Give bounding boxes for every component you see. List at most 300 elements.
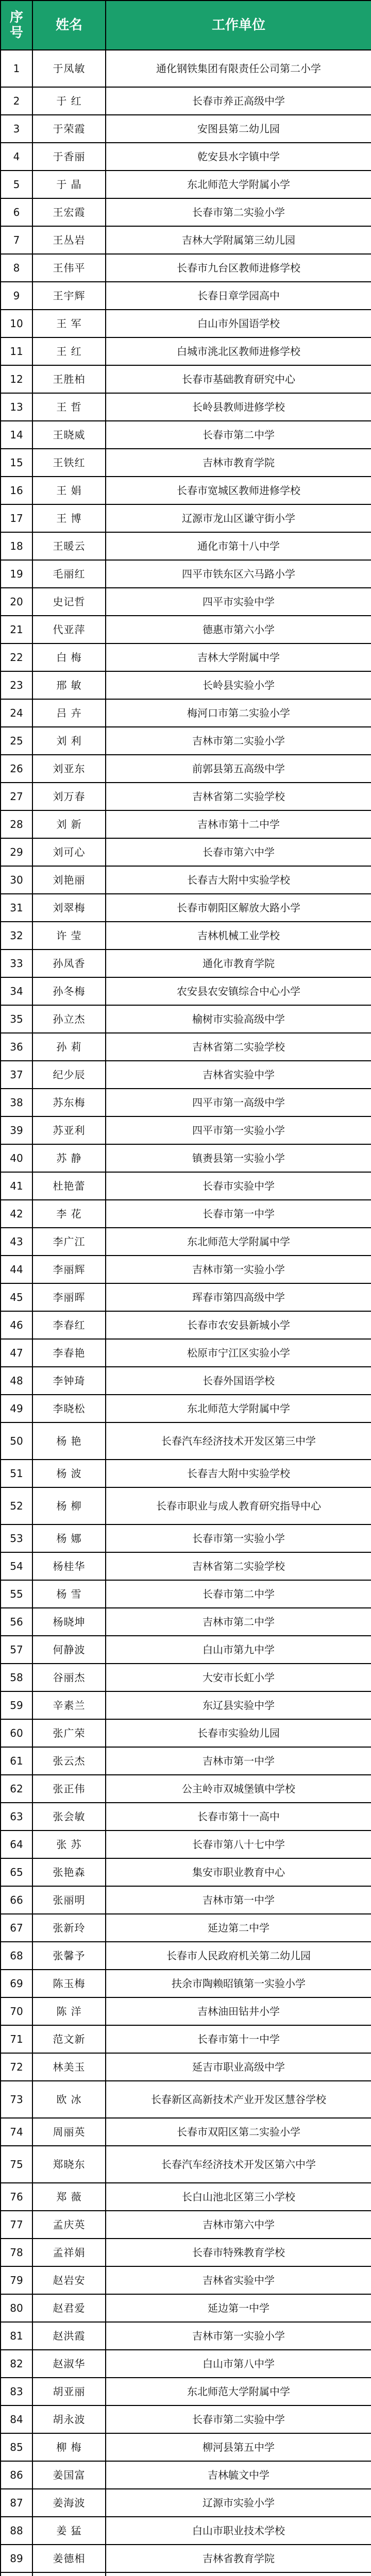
work-unit-cell: 白山市外国语学校 <box>106 310 371 337</box>
work-unit-cell: 辽源市实验小学 <box>106 2489 371 2517</box>
name-cell: 赵君爱 <box>32 2294 106 2322</box>
table-row <box>1 1200 371 1228</box>
serial-number-cell: 25 <box>1 727 32 755</box>
work-unit-cell: 珲春市第四高级中学 <box>106 1283 371 1311</box>
serial-number-cell: 17 <box>1 504 32 532</box>
name-cell: 刘亚东 <box>32 755 106 783</box>
work-unit-cell <box>106 2572 371 2576</box>
name-cell: 刘 利 <box>32 727 106 755</box>
table-row <box>1 1636 371 1664</box>
table-row <box>1 1942 371 1970</box>
name-cell: 姜海波 <box>32 2489 106 2517</box>
work-unit-cell: 吉林市第一中学 <box>106 1886 371 1914</box>
work-unit-cell: 吉林机械工业学校 <box>106 922 371 950</box>
work-unit-cell: 通化市第十八中学 <box>106 532 371 560</box>
serial-number-cell: 63 <box>1 1803 32 1831</box>
serial-number-cell: 26 <box>1 755 32 783</box>
serial-number-cell: 67 <box>1 1914 32 1942</box>
table-row <box>1 1228 371 1256</box>
work-unit-cell: 通化市教育学院 <box>106 950 371 977</box>
serial-number-cell: 66 <box>1 1886 32 1914</box>
table-row <box>1 1747 371 1775</box>
name-cell: 孟庆英 <box>32 2211 106 2239</box>
work-unit-cell: 吉林大学附属第三幼儿园 <box>106 226 371 254</box>
name-cell: 张会敏 <box>32 1803 106 1831</box>
table-row <box>1 1395 371 1422</box>
name-cell: 于荣霞 <box>32 115 106 143</box>
name-cell: 欧 冰 <box>32 2081 106 2118</box>
work-unit-cell: 农安县农安镇综合中心小学 <box>106 977 371 1005</box>
work-unit-cell: 四平市铁东区六马路小学 <box>106 560 371 588</box>
name-cell: 姜国富 <box>32 2461 106 2489</box>
table-row <box>1 977 371 1005</box>
name-cell: 杨 柳 <box>32 1487 106 1524</box>
work-unit-cell: 长春外国语学校 <box>106 1367 371 1395</box>
serial-number-cell: 2 <box>1 87 32 115</box>
serial-number-cell: 85 <box>1 2433 32 2461</box>
table-row <box>1 226 371 254</box>
serial-number-cell: 3 <box>1 115 32 143</box>
table-row <box>1 1886 371 1914</box>
table-row <box>1 1803 371 1831</box>
work-unit-cell: 长春市实验幼儿园 <box>106 1719 371 1747</box>
table-row <box>1 2025 371 2053</box>
work-unit-cell: 长春市养正高级中学 <box>106 87 371 115</box>
work-unit-cell: 长春市基础教育研究中心 <box>106 365 371 393</box>
serial-number-cell: 57 <box>1 1636 32 1664</box>
work-unit-cell: 通化钢铁集团有限责任公司第二小学 <box>106 50 371 87</box>
serial-number-cell: 43 <box>1 1228 32 1256</box>
serial-number-cell <box>1 2572 32 2576</box>
name-cell: 李 花 <box>32 1200 106 1228</box>
name-cell: 王 博 <box>32 504 106 532</box>
serial-number-cell: 4 <box>1 143 32 171</box>
serial-number-cell: 61 <box>1 1747 32 1775</box>
work-unit-cell: 吉林市教育学院 <box>106 449 371 477</box>
serial-number-cell: 75 <box>1 2146 32 2183</box>
name-cell: 何静波 <box>32 1636 106 1664</box>
work-unit-cell: 长春汽车经济技术开发区第三中学 <box>106 1422 371 1460</box>
name-cell: 王胜柏 <box>32 365 106 393</box>
serial-number-cell: 48 <box>1 1367 32 1395</box>
work-unit-cell: 柳河县第五中学 <box>106 2433 371 2461</box>
table-row <box>1 310 371 337</box>
serial-number-cell: 44 <box>1 1256 32 1283</box>
name-cell: 代亚萍 <box>32 616 106 643</box>
table-row <box>1 2461 371 2489</box>
table-row <box>1 2489 371 2517</box>
table-row <box>1 1311 371 1339</box>
table-row <box>1 115 371 143</box>
name-cell: 王宇辉 <box>32 282 106 310</box>
name-cell: 于香丽 <box>32 143 106 171</box>
serial-number-cell: 6 <box>1 198 32 226</box>
work-unit-cell: 松原市宁江区实验小学 <box>106 1339 371 1367</box>
table-row <box>1 699 371 727</box>
serial-number-cell: 21 <box>1 616 32 643</box>
table-row <box>1 393 371 421</box>
table-row <box>1 87 371 115</box>
table-row <box>1 1460 371 1487</box>
work-unit-cell: 长春日章学园高中 <box>106 282 371 310</box>
work-unit-cell: 吉林省实验中学 <box>106 1061 371 1089</box>
work-unit-cell: 四平市第一实验小学 <box>106 1116 371 1144</box>
table-row <box>1 50 371 87</box>
serial-number-cell: 31 <box>1 894 32 922</box>
table-row <box>1 1089 371 1116</box>
serial-number-cell: 65 <box>1 1858 32 1886</box>
table-row <box>1 2211 371 2239</box>
name-cell: 赵洪霞 <box>32 2322 106 2350</box>
work-unit-cell: 长春吉大附中实验学校 <box>106 866 371 894</box>
name-cell: 苏亚利 <box>32 1116 106 1144</box>
name-cell: 孙立杰 <box>32 1005 106 1033</box>
serial-number-cell: 88 <box>1 2517 32 2545</box>
work-unit-cell: 吉林省第二实验学校 <box>106 1033 371 1061</box>
name-cell: 姜德相 <box>32 2545 106 2572</box>
work-unit-cell: 长岭县教师进修学校 <box>106 393 371 421</box>
serial-number-cell: 71 <box>1 2025 32 2053</box>
work-unit-cell: 扶余市陶赖昭镇第一实验小学 <box>106 1970 371 1997</box>
name-cell: 杨 雪 <box>32 1580 106 1608</box>
serial-number-cell: 79 <box>1 2266 32 2294</box>
name-cell: 张艳森 <box>32 1858 106 1886</box>
name-cell: 杜艳蕾 <box>32 1172 106 1200</box>
table-row <box>1 838 371 866</box>
table-row <box>1 2378 371 2405</box>
name-cell: 林美玉 <box>32 2053 106 2081</box>
work-unit-cell: 吉林省第二实验学校 <box>106 1552 371 1580</box>
serial-number-cell: 42 <box>1 1200 32 1228</box>
table-row <box>1 337 371 365</box>
serial-number-cell: 22 <box>1 643 32 671</box>
table-row <box>1 1283 371 1311</box>
name-cell: 于 晶 <box>32 171 106 198</box>
table-row <box>1 198 371 226</box>
serial-number-cell: 68 <box>1 1942 32 1970</box>
table-row <box>1 1487 371 1524</box>
work-unit-cell: 长春市第一实验小学 <box>106 1524 371 1552</box>
work-unit-cell: 四平市第一高级中学 <box>106 1089 371 1116</box>
table-row <box>1 2572 371 2576</box>
serial-number-cell: 13 <box>1 393 32 421</box>
work-unit-cell: 白山市职业技术学校 <box>106 2517 371 2545</box>
serial-number-cell: 56 <box>1 1608 32 1636</box>
name-cell: 胡永波 <box>32 2405 106 2433</box>
table-row <box>1 783 371 810</box>
name-cell: 苏东梅 <box>32 1089 106 1116</box>
work-unit-cell: 长春市宽城区教师进修学校 <box>106 477 371 504</box>
serial-number-cell: 30 <box>1 866 32 894</box>
work-unit-cell: 吉林市第二中学 <box>106 1608 371 1636</box>
name-cell: 王铁红 <box>32 449 106 477</box>
table-row <box>1 1339 371 1367</box>
name-cell: 李广江 <box>32 1228 106 1256</box>
name-cell: 于凤敏 <box>32 50 106 87</box>
name-cell: 孙凤香 <box>32 950 106 977</box>
work-unit-cell: 白山市第九中学 <box>106 1636 371 1664</box>
name-cell: 王 哲 <box>32 393 106 421</box>
name-cell: 赵淑华 <box>32 2350 106 2378</box>
name-cell: 张广荣 <box>32 1719 106 1747</box>
work-unit-cell: 吉林市第二实验小学 <box>106 727 371 755</box>
work-unit-cell: 长春市第八十七中学 <box>106 1831 371 1858</box>
serial-number-cell: 47 <box>1 1339 32 1367</box>
serial-number-cell: 89 <box>1 2545 32 2572</box>
table-row <box>1 1608 371 1636</box>
work-unit-cell: 乾安县水字镇中学 <box>106 143 371 171</box>
table-row <box>1 1775 371 1803</box>
work-unit-cell: 德惠市第六小学 <box>106 616 371 643</box>
serial-number-cell: 81 <box>1 2322 32 2350</box>
serial-number-cell: 38 <box>1 1089 32 1116</box>
table-row <box>1 2322 371 2350</box>
table-row <box>1 1367 371 1395</box>
table-row <box>1 1524 371 1552</box>
table-row <box>1 1144 371 1172</box>
work-unit-cell: 东北师范大学附属中学 <box>106 1395 371 1422</box>
table-row <box>1 2294 371 2322</box>
work-unit-cell: 长春市第二中学 <box>106 421 371 449</box>
serial-number-cell: 1 <box>1 50 32 87</box>
work-unit-cell: 四平市实验中学 <box>106 588 371 616</box>
name-cell: 刘翠梅 <box>32 894 106 922</box>
name-cell: 郑 薇 <box>32 2183 106 2211</box>
serial-number-cell: 37 <box>1 1061 32 1089</box>
table-row <box>1 1172 371 1200</box>
name-cell: 张云杰 <box>32 1747 106 1775</box>
table-row <box>1 449 371 477</box>
serial-number-cell: 19 <box>1 560 32 588</box>
work-unit-cell: 东北师范大学附属中学 <box>106 2378 371 2405</box>
serial-number-cell: 24 <box>1 699 32 727</box>
work-unit-cell: 长春市特殊教育学校 <box>106 2239 371 2266</box>
work-unit-cell: 长白山池北区第三小学校 <box>106 2183 371 2211</box>
serial-number-cell: 36 <box>1 1033 32 1061</box>
header-serial-number: 序号 <box>1 1 32 50</box>
name-cell: 杨 波 <box>32 1460 106 1487</box>
name-cell: 王宏霞 <box>32 198 106 226</box>
serial-number-cell: 51 <box>1 1460 32 1487</box>
work-unit-cell: 集安市职业教育中心 <box>106 1858 371 1886</box>
work-unit-cell: 吉林市第一实验小学 <box>106 1256 371 1283</box>
table-row <box>1 2405 371 2433</box>
serial-number-cell: 11 <box>1 337 32 365</box>
work-unit-cell: 镇赉县第一实验小学 <box>106 1144 371 1172</box>
table-row <box>1 866 371 894</box>
work-unit-cell: 辽源市龙山区谦守街小学 <box>106 504 371 532</box>
work-unit-cell: 长春新区高新技术产业开发区慧谷学校 <box>106 2081 371 2118</box>
work-unit-cell: 东辽县实验中学 <box>106 1691 371 1719</box>
name-cell: 孙冬梅 <box>32 977 106 1005</box>
table-row <box>1 171 371 198</box>
table-row <box>1 1552 371 1580</box>
work-unit-cell: 吉林市第六中学 <box>106 2211 371 2239</box>
serial-number-cell: 12 <box>1 365 32 393</box>
name-cell: 王晓威 <box>32 421 106 449</box>
work-unit-cell: 梅河口市第二实验小学 <box>106 699 371 727</box>
work-unit-cell: 长春市第十一高中 <box>106 1803 371 1831</box>
serial-number-cell: 20 <box>1 588 32 616</box>
table-row <box>1 504 371 532</box>
work-unit-cell: 长春汽车经济技术开发区第六中学 <box>106 2146 371 2183</box>
name-cell: 纪少辰 <box>32 1061 106 1089</box>
work-unit-cell: 吉林油田钻井小学 <box>106 1997 371 2025</box>
serial-number-cell: 86 <box>1 2461 32 2489</box>
table-row <box>1 755 371 783</box>
serial-number-cell: 49 <box>1 1395 32 1422</box>
serial-number-cell: 82 <box>1 2350 32 2378</box>
table-row <box>1 2146 371 2183</box>
table-row <box>1 2081 371 2118</box>
header-work-unit: 工作单位 <box>106 1 371 50</box>
table-row <box>1 2053 371 2081</box>
name-cell: 杨桂华 <box>32 1552 106 1580</box>
table-row <box>1 1831 371 1858</box>
table-row <box>1 1664 371 1691</box>
table-row <box>1 2545 371 2572</box>
name-cell: 李丽辉 <box>32 1256 106 1283</box>
table-row <box>1 1580 371 1608</box>
work-unit-cell: 吉林省教育学院 <box>106 2545 371 2572</box>
name-cell: 周丽英 <box>32 2118 106 2146</box>
serial-number-cell: 14 <box>1 421 32 449</box>
name-cell: 王 红 <box>32 337 106 365</box>
serial-number-cell: 28 <box>1 810 32 838</box>
serial-number-cell: 84 <box>1 2405 32 2433</box>
table-row <box>1 2118 371 2146</box>
name-cell: 刘万春 <box>32 783 106 810</box>
work-unit-cell: 吉林省实验中学 <box>106 2266 371 2294</box>
table-row <box>1 894 371 922</box>
work-unit-cell: 长春吉大附中实验学校 <box>106 1460 371 1487</box>
name-cell: 张正伟 <box>32 1775 106 1803</box>
name-cell: 张新玲 <box>32 1914 106 1942</box>
table-row <box>1 1116 371 1144</box>
name-cell: 赵岩安 <box>32 2266 106 2294</box>
work-unit-cell: 延边第一中学 <box>106 2294 371 2322</box>
serial-number-cell: 76 <box>1 2183 32 2211</box>
table-row <box>1 143 371 171</box>
name-cell: 郑晓东 <box>32 2146 106 2183</box>
serial-number-cell: 39 <box>1 1116 32 1144</box>
table-row <box>1 810 371 838</box>
table-row <box>1 477 371 504</box>
name-cell: 刘可心 <box>32 838 106 866</box>
work-unit-cell: 延吉市职业高级中学 <box>106 2053 371 2081</box>
table-row <box>1 1691 371 1719</box>
serial-number-cell: 23 <box>1 671 32 699</box>
serial-number-cell: 45 <box>1 1283 32 1311</box>
serial-number-cell: 52 <box>1 1487 32 1524</box>
name-cell: 王 娟 <box>32 477 106 504</box>
name-cell: 谷丽杰 <box>32 1664 106 1691</box>
name-cell: 吕 卉 <box>32 699 106 727</box>
serial-number-cell: 18 <box>1 532 32 560</box>
name-cell: 于 红 <box>32 87 106 115</box>
work-unit-cell: 长春市第一中学 <box>106 1200 371 1228</box>
serial-number-cell: 78 <box>1 2239 32 2266</box>
name-cell: 范文新 <box>32 2025 106 2053</box>
name-cell: 杨 艳 <box>32 1422 106 1460</box>
work-unit-cell: 白山市第八中学 <box>106 2350 371 2378</box>
serial-number-cell: 73 <box>1 2081 32 2118</box>
serial-number-cell: 15 <box>1 449 32 477</box>
table-row <box>1 365 371 393</box>
serial-number-cell: 16 <box>1 477 32 504</box>
table-row <box>1 2350 371 2378</box>
serial-number-cell: 70 <box>1 1997 32 2025</box>
name-cell: 邢 敏 <box>32 671 106 699</box>
name-cell: 柳 梅 <box>32 2433 106 2461</box>
header-name: 姓名 <box>32 1 106 50</box>
table-row <box>1 2517 371 2545</box>
work-unit-cell: 长春市实验中学 <box>106 1172 371 1200</box>
name-cell: 李晓松 <box>32 1395 106 1422</box>
table-row <box>1 2433 371 2461</box>
name-cell: 姜 猛 <box>32 2517 106 2545</box>
name-cell: 刘艳丽 <box>32 866 106 894</box>
work-unit-cell: 榆树市实验高级中学 <box>106 1005 371 1033</box>
name-cell: 孟祥娟 <box>32 2239 106 2266</box>
name-cell: 张丽明 <box>32 1886 106 1914</box>
serial-number-cell: 60 <box>1 1719 32 1747</box>
serial-number-cell: 69 <box>1 1970 32 1997</box>
table-row <box>1 1005 371 1033</box>
serial-number-cell: 55 <box>1 1580 32 1608</box>
work-unit-cell: 吉林毓文中学 <box>106 2461 371 2489</box>
work-unit-cell: 吉林市第一实验小学 <box>106 2322 371 2350</box>
serial-number-cell: 7 <box>1 226 32 254</box>
work-unit-cell: 长春市朝阳区解放大路小学 <box>106 894 371 922</box>
name-cell: 辛素兰 <box>32 1691 106 1719</box>
work-unit-cell: 长春市第六中学 <box>106 838 371 866</box>
table-row <box>1 1719 371 1747</box>
name-cell: 张 苏 <box>32 1831 106 1858</box>
name-cell: 苏 静 <box>32 1144 106 1172</box>
serial-number-cell: 8 <box>1 254 32 282</box>
serial-number-cell: 72 <box>1 2053 32 2081</box>
table-row <box>1 950 371 977</box>
table-row <box>1 1256 371 1283</box>
serial-number-cell: 33 <box>1 950 32 977</box>
work-unit-cell: 延边第二中学 <box>106 1914 371 1942</box>
name-cell: 陈 洋 <box>32 1997 106 2025</box>
serial-number-cell: 83 <box>1 2378 32 2405</box>
work-unit-cell: 长岭县实验小学 <box>106 671 371 699</box>
table-row <box>1 1858 371 1886</box>
work-unit-cell: 长春市第二中学 <box>106 1580 371 1608</box>
work-unit-cell: 长春市第二实验中学 <box>106 2405 371 2433</box>
name-cell: 杨晓坤 <box>32 1608 106 1636</box>
serial-number-cell: 58 <box>1 1664 32 1691</box>
serial-number-cell: 27 <box>1 783 32 810</box>
name-cell: 王丛岩 <box>32 226 106 254</box>
work-unit-cell: 东北师范大学附属小学 <box>106 171 371 198</box>
name-cell: 李春红 <box>32 1311 106 1339</box>
work-unit-cell: 公主岭市双城堡镇中学校 <box>106 1775 371 1803</box>
name-cell: 李丽晖 <box>32 1283 106 1311</box>
table-row <box>1 282 371 310</box>
serial-number-cell: 53 <box>1 1524 32 1552</box>
table-row <box>1 1997 371 2025</box>
table-row <box>1 616 371 643</box>
name-cell: 杨 娜 <box>32 1524 106 1552</box>
name-cell: 张馨予 <box>32 1942 106 1970</box>
name-cell: 胡亚丽 <box>32 2378 106 2405</box>
work-unit-cell: 吉林市第一中学 <box>106 1747 371 1775</box>
work-unit-cell: 长春市第二实验小学 <box>106 198 371 226</box>
